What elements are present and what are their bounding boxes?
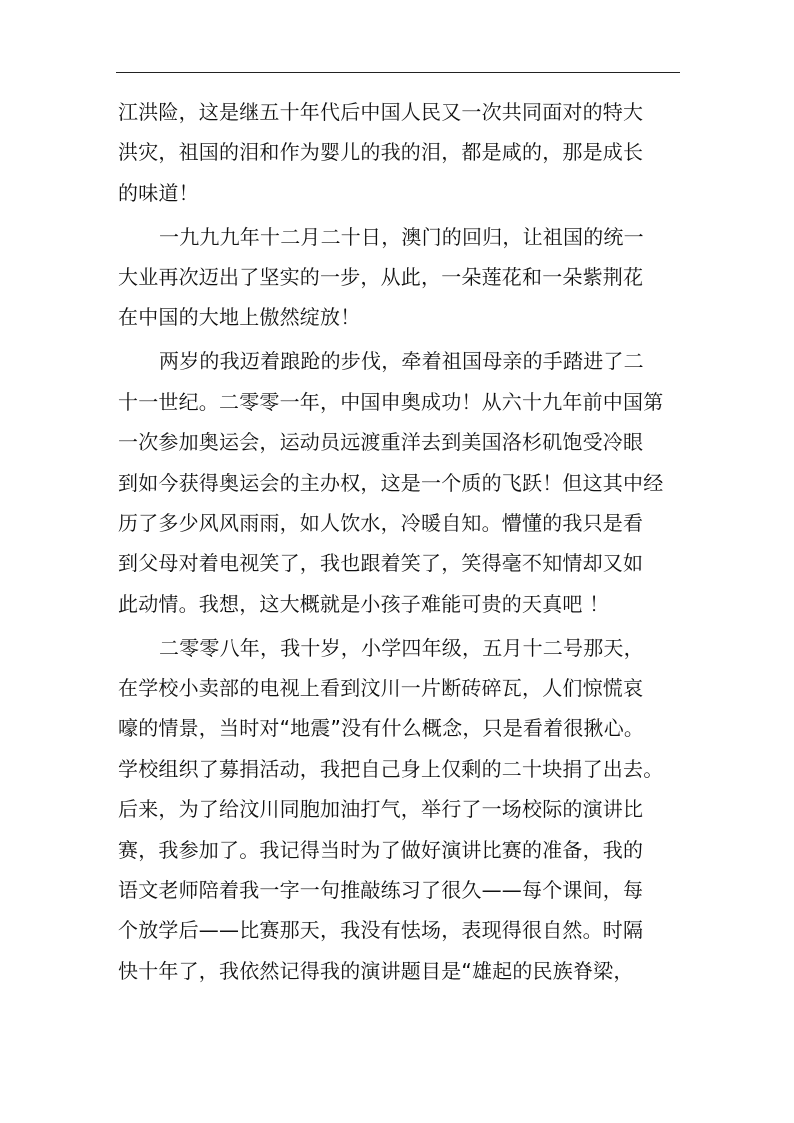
text-line: 的味道！	[118, 180, 199, 205]
text-line: 语文老师陪着我一字一句推敲练习了很久——每个课间，每	[118, 877, 644, 902]
paragraph	[118, 341, 682, 624]
text-line: 赛，我参加了。我记得当时为了做好演讲比赛的准备，我的	[118, 837, 644, 862]
text-line: 一次参加奥运会，运动员远渡重洋去到美国洛杉矶饱受冷眼	[118, 430, 644, 455]
text-line: 到如今获得奥运会的主办权，这是一个质的飞跃！但这其中经	[118, 470, 664, 495]
text-line: 个放学后——比赛那天，我没有怯场，表现得很自然。时隔	[118, 918, 644, 943]
paragraph	[118, 217, 682, 338]
text-line: 在中国的大地上傲然绽放！	[118, 305, 361, 330]
document-body	[118, 92, 682, 991]
text-line: 到父母对着电视笑了，我也跟着笑了，笑得毫不知情却又如	[118, 551, 644, 576]
text-line: 二零零八年，我十岁，小学四年级，五月十二号那天，	[159, 635, 644, 660]
text-line: 后来，为了给汶川同胞加油打气，举行了一场校际的演讲比	[118, 797, 644, 822]
paragraph	[118, 628, 682, 992]
paragraph	[118, 92, 682, 213]
text-line: 嚎的情景，当时对“地震”没有什么概念，只是看着很揪心。	[118, 716, 645, 741]
text-line: 历了多少风风雨雨，如人饮水，冷暖自知。懵懂的我只是看	[118, 510, 644, 535]
text-line: 两岁的我迈着踉跄的步伐，牵着祖国母亲的手踏进了二	[159, 349, 644, 374]
text-line: 江洪险，这是继五十年代后中国人民又一次共同面对的特大	[118, 100, 644, 124]
text-line: 洪灾，祖国的泪和作为婴儿的我的泪，都是咸的，那是成长	[118, 140, 644, 165]
text-line: 学校组织了募捐活动，我把自己身上仅剩的二十块捐了出去。	[118, 756, 664, 781]
text-line: 快十年了，我依然记得我的演讲题目是“雄起的民族脊梁，	[118, 958, 634, 983]
text-line: 在学校小卖部的电视上看到汶川一片断砖碎瓦，人们惊慌哀	[118, 675, 644, 700]
text-line: 十一世纪。二零零一年，中国申奥成功！从六十九年前中国第	[118, 389, 664, 414]
text-line: 一九九九年十二月二十日，澳门的回归，让祖国的统一	[159, 224, 644, 249]
text-line: 此动情。我想，这大概就是小孩子难能可贵的天真吧 ！	[118, 591, 610, 616]
text-line: 大业再次迈出了坚实的一步，从此，一朵莲花和一朵紫荆花	[118, 265, 644, 290]
header-rule	[116, 72, 680, 73]
